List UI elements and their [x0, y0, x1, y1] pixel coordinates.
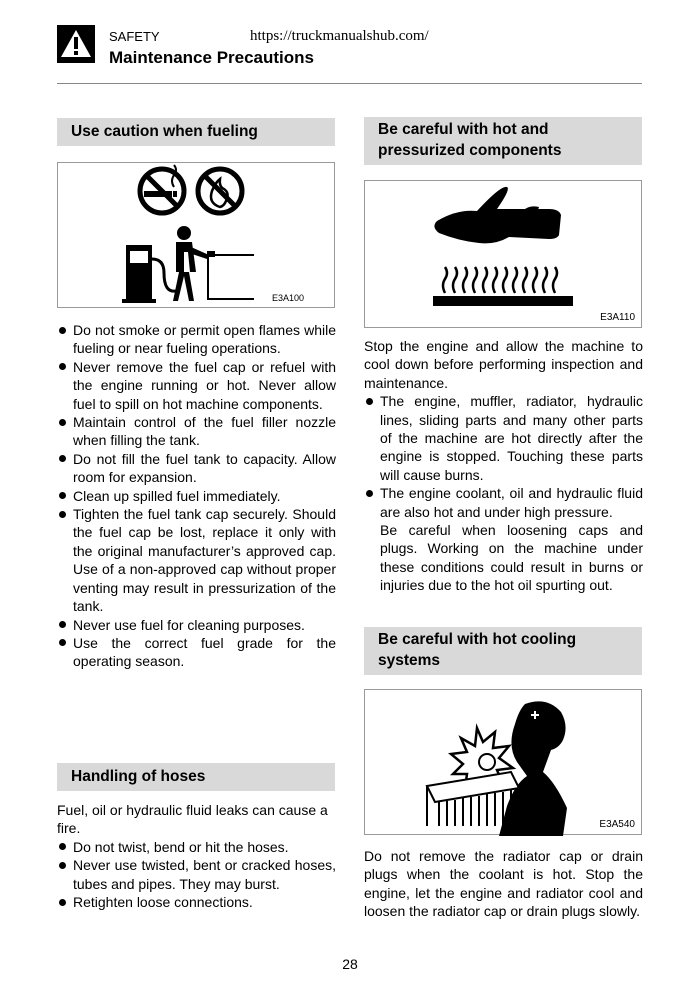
list-item: Clean up spilled fuel immediately. [57, 487, 336, 505]
list-item: Do not fill the fuel tank to capacity. Allow room for expansion. [57, 450, 336, 487]
section-label: SAFETY [109, 29, 160, 44]
no-smoking-icon [140, 165, 184, 213]
hot-surface-icon [365, 181, 643, 329]
list-item: Tighten the fuel tank cap securely. Should the fuel cap be lost, replace it only with the original manufacturer’s approved cap. Use of a non-approved cap without proper venting may result in pressurization of the tank. [57, 505, 336, 615]
cooling-text [364, 847, 643, 921]
list-item: Use the correct fuel grade for the operating season. [57, 634, 336, 671]
no-flame-icon [198, 169, 242, 213]
page-title: Maintenance Precautions [109, 48, 315, 67]
header-divider [57, 83, 642, 84]
fueling-list [57, 321, 336, 671]
radiator-steam-icon [365, 690, 643, 836]
hoses-intro: Fuel, oil or hydraulic fluid leaks can cause a fire. [57, 802, 328, 837]
hot-components-figure [364, 180, 642, 328]
hot-components-heading: Be careful with hot and pressurized components [364, 117, 642, 165]
list-item: Retighten loose connections. [57, 893, 336, 911]
list-item: The engine, muffler, radiator, hydraulic lines, sliding parts and many other parts of the machine are hot directly after the engine is stopped. Touching these parts will cause burns. [364, 392, 643, 484]
list-item: Never use twisted, bent or cracked hoses, tubes and pipes. They may burst. [57, 856, 336, 893]
list-item: Never use fuel for cleaning purposes. [57, 616, 336, 634]
hoses-text [57, 801, 336, 911]
cooling-body: Do not remove the radiator cap or drain plugs when the coolant is hot. Stop the engine, let the engine and radiator cool and loosen the radiator cap or drain plugs slowly. [364, 848, 643, 920]
warning-triangle-icon [57, 25, 95, 63]
list-item: Never remove the fuel cap or refuel with the engine running or hot. Never allow fuel to spill on hot machine components. [57, 358, 336, 413]
cooling-figure-code: E3A540 [599, 819, 635, 830]
list-item: Maintain control of the fuel filler nozzle when filling the tank. [57, 413, 336, 450]
hot-components-figure-code: E3A110 [600, 312, 635, 323]
fueling-figure-code: E3A100 [271, 293, 304, 303]
cooling-heading: Be careful with hot cooling systems [364, 627, 642, 675]
hot-components-extra: Be careful when loosening caps and plugs. Working on the machine under these conditions could result in burns or injuries due to the hot oil spurting out. [380, 522, 643, 594]
list-item: Do not twist, bend or hit the hoses. [57, 838, 336, 856]
fuel-pump-icon [122, 226, 254, 303]
list-item: The engine coolant, oil and hydraulic fluid are also hot and under high pressure. [364, 484, 643, 521]
fueling-figure [57, 162, 335, 308]
page-number: 28 [342, 956, 358, 972]
cooling-figure [364, 689, 642, 835]
list-item: Do not smoke or permit open flames while fueling or near fueling operations. [57, 321, 336, 358]
hot-components-intro: Stop the engine and allow the machine to cool down before performing inspection and maintenance. [364, 338, 643, 391]
hoses-heading: Handling of hoses [57, 763, 335, 791]
fueling-heading: Use caution when fueling [57, 118, 335, 146]
source-url[interactable]: https://truckmanualshub.com/ [250, 28, 429, 44]
hot-components-text [364, 337, 643, 595]
